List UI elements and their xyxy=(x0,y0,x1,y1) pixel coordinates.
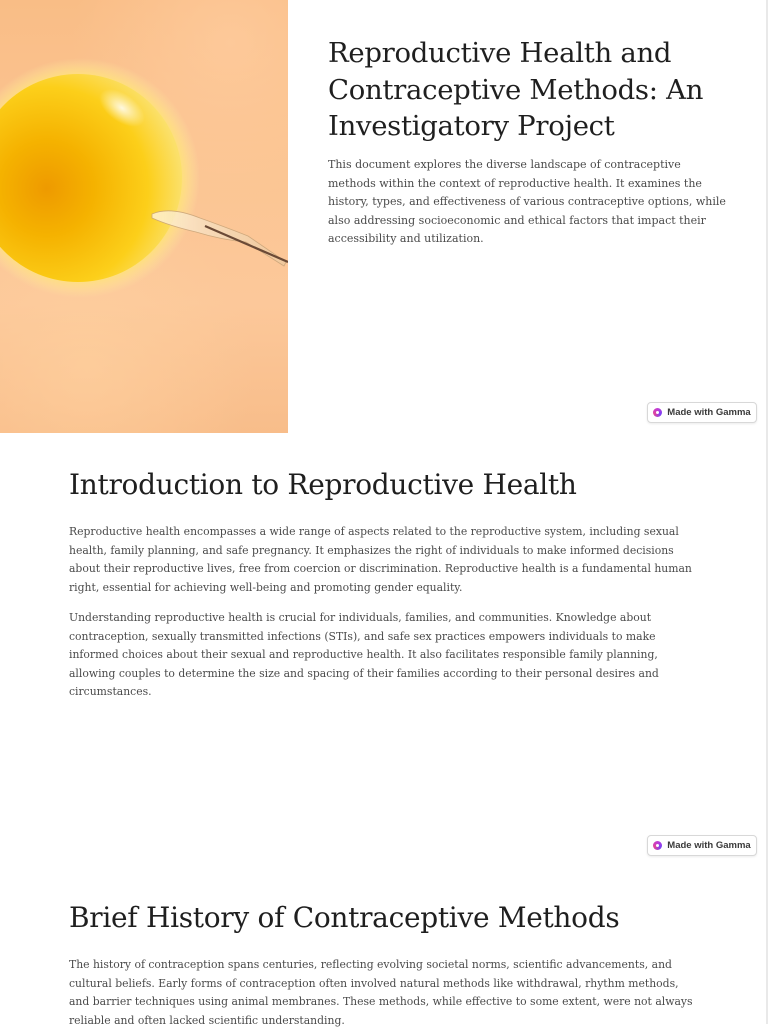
page-title: Reproductive Health and Contraceptive Methods: An Investigatory Project xyxy=(328,37,704,142)
gamma-logo-icon xyxy=(653,408,662,417)
intro-paragraph-1: Reproductive health encompasses a wide range of aspects related to the reproductive system, including sexual health, family planning, and safe pregnancy. It emphasizes the right of individuals to make informed decisions about their reproductive lives, free from coercion or discrimination. Reproductive health is a fundamental human right, essential for achieving well-being and promoting gender equality. xyxy=(69,525,692,594)
hero-description: This document explores the diverse landscape of contraceptive methods within the context of reproductive health. It examines the history, types, and effectiveness of various contraceptive options, while also addressing socioeconomic and ethical factors that impact their accessibility and utilization. xyxy=(328,158,726,245)
made-with-gamma-badge[interactable] xyxy=(647,402,757,423)
made-with-gamma-badge-2[interactable] xyxy=(647,835,757,856)
egg-cell-illustration xyxy=(0,0,288,433)
hero-image xyxy=(0,0,288,433)
badge-label: Made with Gamma xyxy=(667,407,751,418)
gamma-logo-icon xyxy=(653,841,662,850)
section-title-history: Brief History of Contraceptive Methods xyxy=(69,901,620,934)
section-title-introduction: Introduction to Reproductive Health xyxy=(69,468,577,501)
intro-paragraph-2: Understanding reproductive health is crucial for individuals, families, and communities. Knowledge about contraception, sexually transmitted infections (STIs), and safe sex practices empowers individuals to make informed choices about their sexual and reproductive health. It also facilitates responsible family planning, allowing couples to determine the size and spacing of their families according to their personal desires and circumstances. xyxy=(69,611,659,698)
badge-label: Made with Gamma xyxy=(667,840,751,851)
history-paragraph-1: The history of contraception spans centuries, reflecting evolving societal norms, scientific advancements, and cultural beliefs. Early forms of contraception often involved natural methods like withdrawal, rhythm methods, and barrier techniques using animal membranes. These methods, while effective to some extent, were not always reliable and often lacked scientific understanding. xyxy=(69,958,693,1027)
